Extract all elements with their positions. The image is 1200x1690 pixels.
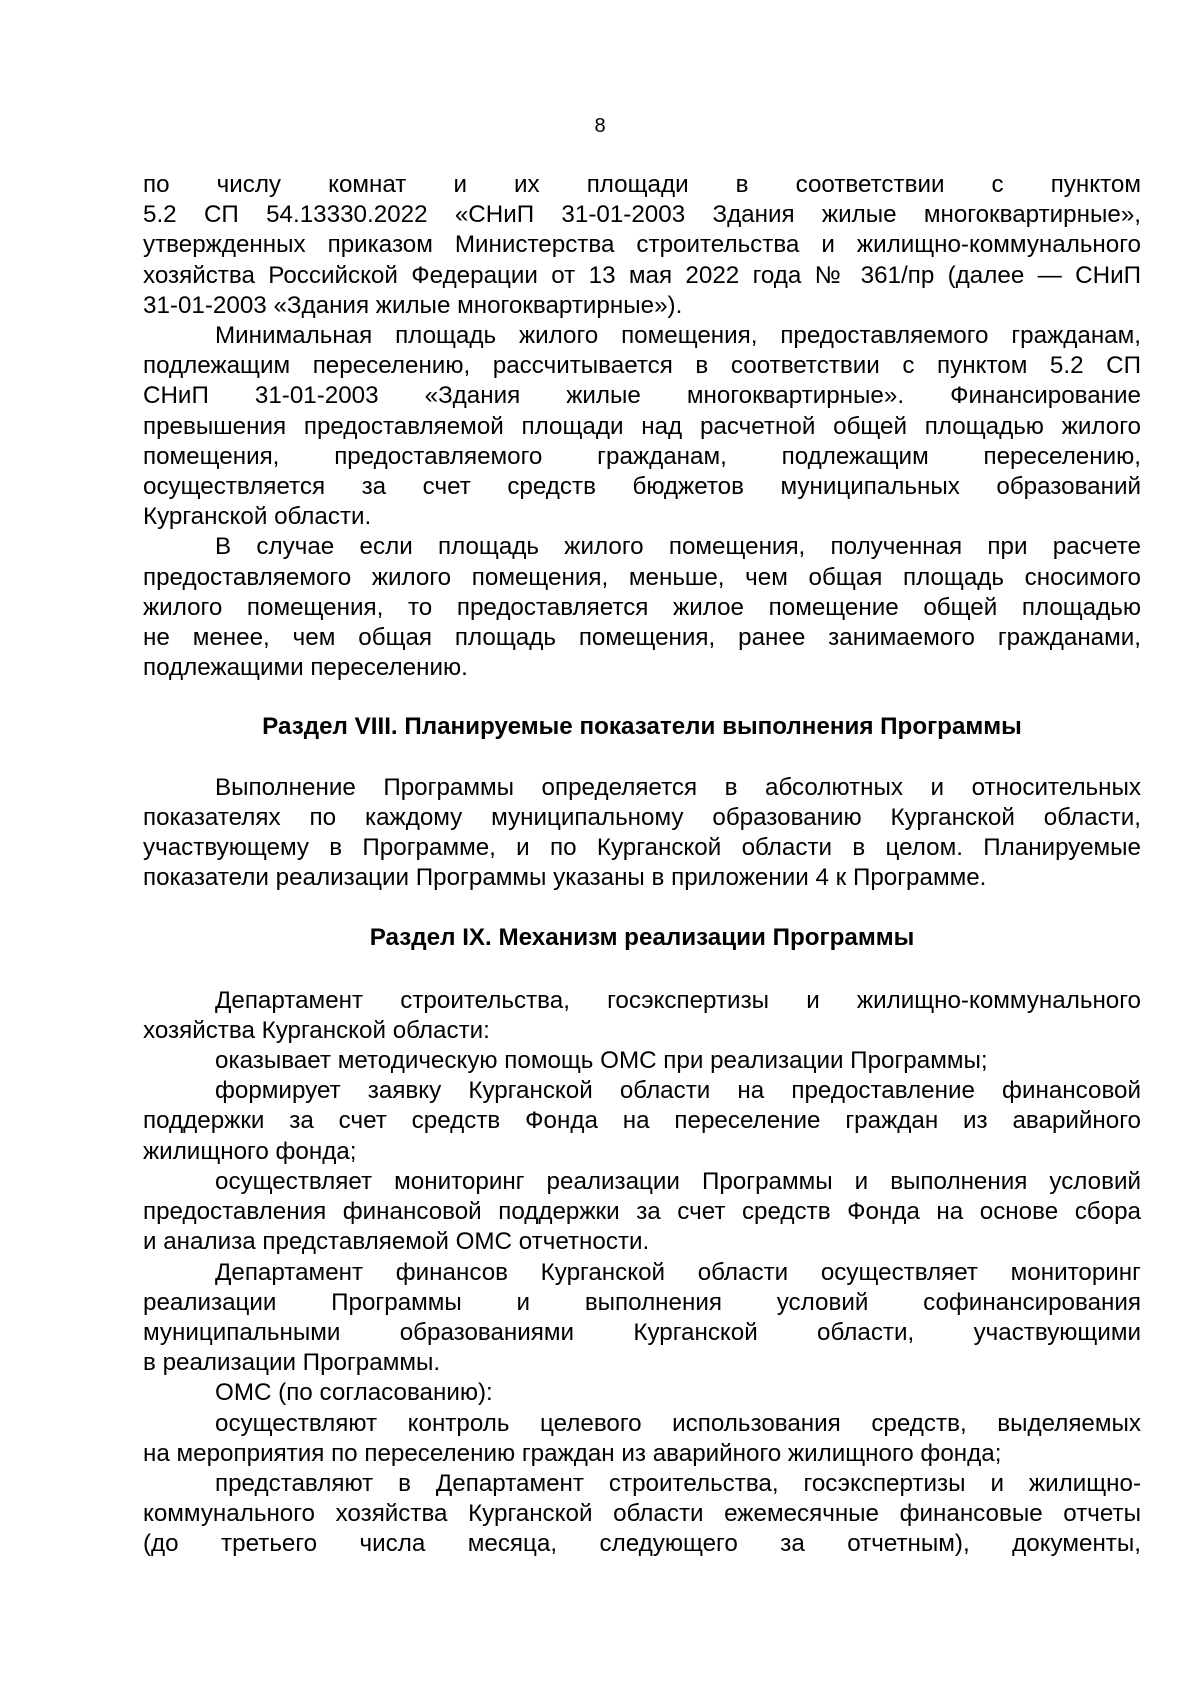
text-line: помещения, предоставляемого гражданам, подлежащим переселению, (143, 442, 1141, 470)
text-line: хозяйства Курганской области: (143, 1016, 490, 1044)
text-line: предоставляемого жилого помещения, меньше, чем общая площадь сносимого (143, 563, 1141, 591)
document-body (143, 170, 1141, 1560)
text-line: показатели реализации Программы указаны в приложении 4 к Программе. (143, 864, 987, 892)
text-line: показателях по каждому муниципальному образованию Курганской области, (143, 803, 1141, 831)
text-line: формирует заявку Курганской области на предоставление финансовой (215, 1077, 1141, 1105)
section-heading-ix: Раздел IX. Механизм реализации Программы (369, 924, 915, 952)
section-heading-viii: Раздел VIII. Планируемые показатели выполнения Программы (262, 713, 1022, 741)
text-line: утвержденных приказом Министерства строительства и жилищно-коммунального (143, 231, 1141, 259)
text-line: и анализа представляемой ОМС отчетности. (143, 1228, 650, 1256)
text-line: жилого помещения, то предоставляется жилое помещение общей площадью (143, 593, 1141, 621)
text-line: Курганской области. (143, 503, 372, 531)
text-line: хозяйства Российской Федерации от 13 мая 2022 года № 361/пр (далее — СНиП (143, 261, 1141, 289)
text-line: В случае если площадь жилого помещения, полученная при расчете (215, 533, 1141, 561)
text-line: на мероприятия по переселению граждан из аварийного жилищного фонда; (143, 1439, 1002, 1467)
text-line: подлежащим переселению, рассчитывается в соответствии с пунктом 5.2 СП (143, 352, 1141, 380)
paragraph (143, 1409, 1141, 1469)
paragraph (143, 1167, 1141, 1258)
paragraph (143, 170, 1141, 321)
text-line: жилищного фонда; (143, 1137, 357, 1165)
text-line: реализации Программы и выполнения условий софинансирования (143, 1288, 1141, 1316)
text-line: 5.2 СП 54.13330.2022 «СНиП 31-01-2003 Здания жилые многоквартирные», (143, 201, 1141, 229)
text-line: поддержки за счет средств Фонда на переселение граждан из аварийного (143, 1107, 1141, 1135)
text-line: ОМС (по согласованию): (215, 1379, 493, 1407)
text-line: СНиП 31-01-2003 «Здания жилые многоквартирные». Финансирование (143, 382, 1141, 410)
text-line: Департамент строительства, госэкспертизы и жилищно-коммунального (215, 986, 1141, 1014)
section-ix-text (143, 986, 1141, 1560)
paragraph (143, 1046, 1141, 1076)
text-line: муниципальными образованиями Курганской области, участвующими (143, 1318, 1141, 1346)
text-line: превышения предоставляемой площади над расчетной общей площадью жилого (143, 412, 1141, 440)
text-line: (до третьего числа месяца, следующего за отчетным), документы, (143, 1530, 1141, 1558)
text-line: подлежащими переселению. (143, 654, 468, 682)
text-line: коммунального хозяйства Курганской области ежемесячные финансовые отчеты (143, 1500, 1141, 1528)
section-intro-text (143, 170, 1141, 683)
page-number: 8 (594, 115, 606, 137)
text-line: Минимальная площадь жилого помещения, предоставляемого гражданам, (215, 322, 1141, 350)
text-line: в реализации Программы. (143, 1349, 441, 1377)
paragraph (143, 321, 1141, 532)
paragraph (143, 1258, 1141, 1379)
paragraph (143, 1469, 1141, 1560)
text-line: представляют в Департамент строительства, госэкспертизы и жилищно- (215, 1469, 1141, 1497)
text-line: осуществляет мониторинг реализации Программы и выполнения условий (215, 1167, 1141, 1195)
text-line: Департамент финансов Курганской области осуществляет мониторинг (215, 1258, 1141, 1286)
text-line: 31-01-2003 «Здания жилые многоквартирные»). (143, 291, 683, 319)
text-line: участвующему в Программе, и по Курганской области в целом. Планируемые (143, 834, 1141, 862)
text-line: оказывает методическую помощь ОМС при реализации Программы; (215, 1047, 988, 1075)
section-viii-text (143, 773, 1141, 894)
paragraph (143, 1378, 1141, 1408)
paragraph (143, 773, 1141, 894)
text-line: осуществляется за счет средств бюджетов муниципальных образований (143, 473, 1141, 501)
paragraph (143, 986, 1141, 1046)
text-line: по числу комнат и их площади в соответствии с пунктом (143, 171, 1141, 198)
text-line: осуществляют контроль целевого использования средств, выделяемых (215, 1409, 1141, 1437)
paragraph (143, 532, 1141, 683)
paragraph (143, 1076, 1141, 1167)
text-line: не менее, чем общая площадь помещения, ранее занимаемого гражданами, (143, 624, 1141, 652)
text-line: Выполнение Программы определяется в абсолютных и относительных (215, 773, 1141, 801)
text-line: предоставления финансовой поддержки за счет средств Фонда на основе сбора (143, 1198, 1141, 1226)
